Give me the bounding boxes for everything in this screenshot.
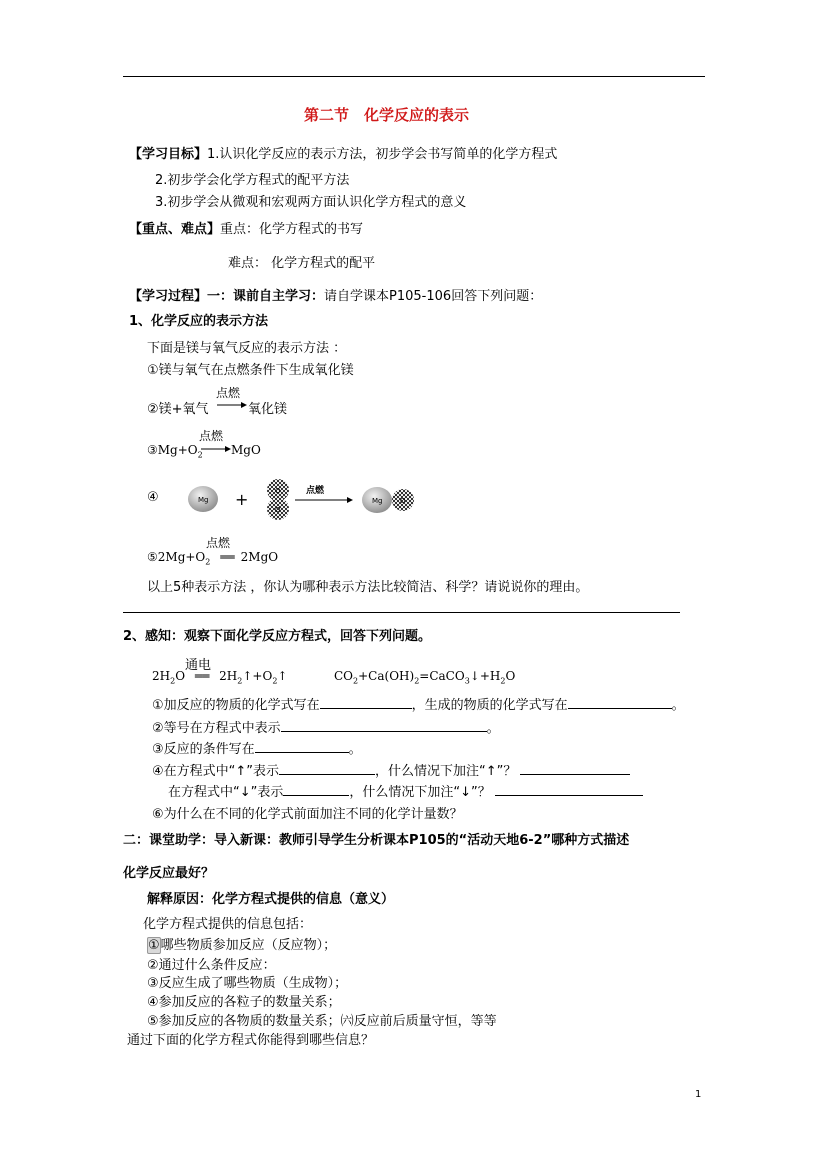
page-number: 1: [695, 1089, 702, 1100]
section-1-question: 以上5种表示方法 ，你认为哪种表示方法比较简洁、科学？请说说你的理由。: [147, 580, 589, 595]
equation-2: [334, 669, 515, 685]
method-2-right: 氧化镁: [248, 402, 288, 417]
eq1-product-h2-sub: 2: [237, 676, 243, 686]
method-3-num: ③: [147, 443, 158, 457]
process-text: 一：课前自主学习：: [207, 289, 325, 304]
section-3-line-2: 化学反应最好？: [123, 866, 215, 881]
eq2-water-sub: 2: [500, 676, 506, 686]
method-4-num: ④: [147, 490, 159, 505]
info-1: [147, 934, 336, 953]
method-5-subscript: 2: [205, 557, 211, 567]
eq2-co2: CO: [334, 669, 354, 683]
equation-1-condition: 通电: [185, 658, 212, 673]
info-2: ②通过什么条件反应：: [147, 958, 276, 973]
blank-1b[interactable]: [568, 696, 672, 709]
method-5: [147, 550, 278, 566]
question-2-part-b: 。: [486, 721, 500, 736]
svg-text:O: O: [400, 497, 406, 505]
question-1-part-c: 。: [671, 698, 685, 713]
difficulty-text: 难点： 化学方程式的配平: [228, 256, 376, 271]
svg-text:Mg: Mg: [372, 497, 383, 505]
page-title: 第二节 化学反应的表示: [304, 106, 470, 124]
method-3-subscript: 2: [197, 450, 203, 460]
question-4: [152, 760, 630, 779]
method-3-left: [147, 443, 203, 459]
info-intro: 化学方程式提供的信息包括：: [143, 917, 313, 932]
question-3-part-a: ③反应的条件写在: [152, 742, 255, 757]
blank-4b[interactable]: [520, 762, 630, 775]
method-5-reactants: 2Mg+O: [157, 550, 206, 564]
blank-2[interactable]: [281, 719, 487, 732]
method-5-equals: ══: [220, 550, 235, 564]
section-3-line-1: 二：课堂助学：导入新课：教师引导学生分析课本P105的“活动天地6-2”哪种方式描述: [123, 833, 630, 848]
eq1-product-o2: +O: [252, 669, 273, 683]
question-1-part-a: ①加反应的物质的化学式写在: [152, 698, 320, 713]
question-4-part-b: ，什么情况下加注“↑”？: [375, 764, 517, 779]
question-2-part-a: ②等号在方程式中表示: [152, 721, 281, 736]
question-1: [152, 694, 685, 713]
method-3-condition: 点燃: [199, 429, 224, 443]
method-1: ①镁与氧气在点燃条件下生成氧化镁: [147, 363, 354, 378]
method-2-condition: 点燃: [216, 386, 241, 400]
info-1-text: 哪些物质参加反应（反应物）；: [160, 938, 337, 953]
eq1-reactant-sub: 2: [170, 676, 176, 686]
precipitate-arrow-icon: ↓: [469, 669, 480, 683]
oxygen-molecule: [267, 479, 289, 520]
section-1-heading: 1、化学反应的表示方法: [129, 314, 269, 329]
question-3-part-b: 。: [348, 742, 362, 757]
svg-text:O: O: [275, 506, 281, 514]
goal-2: 2.初步学会化学方程式的配平方法: [155, 173, 350, 188]
method-5-num: ⑤: [147, 550, 158, 564]
question-4-part-a: ④在方程式中“↑”表示: [152, 764, 280, 779]
key-label: 【重点、难点】: [129, 222, 221, 237]
method-5-product: 2MgO: [240, 550, 279, 564]
eq1-product-o2-sub: 2: [272, 676, 278, 686]
question-5: [168, 781, 643, 800]
eq1-reactant: 2H: [152, 669, 171, 683]
info-3: ③反应生成了哪些物质（生成物）；: [147, 976, 348, 991]
eq2-water-tail: O: [505, 669, 516, 683]
plus-sign: +: [235, 490, 249, 509]
question-5-part-a: 在方程式中“↓”表示: [168, 785, 284, 800]
blank-4a[interactable]: [279, 762, 375, 775]
key-text: 重点：化学方程式的书写: [220, 222, 364, 237]
diagram-condition: 点燃: [306, 486, 325, 496]
process-line: [129, 285, 542, 304]
method-3-reactants: Mg+O: [157, 443, 198, 457]
goal-3: 3.初步学会从微观和宏观两方面认识化学方程式的意义: [155, 195, 467, 210]
eq2-caco3: =CaCO: [419, 669, 465, 683]
method-3-right: MgO: [231, 443, 261, 457]
method-2-arrow: [217, 400, 247, 410]
eq2-co2-sub: 2: [353, 676, 359, 686]
eq2-caco3-sub: 3: [464, 676, 470, 686]
goal-1: 1.认识化学反应的表示方法，初步学会书写简单的化学方程式: [207, 147, 558, 162]
method-3-arrow: [201, 444, 231, 454]
eq1-reactant-tail: O: [175, 669, 186, 683]
method-5-condition: 点燃: [206, 536, 231, 550]
question-1-part-b: ，生成的物质的化学式写在: [411, 698, 568, 713]
question-6: ⑥为什么在不同的化学式前面加注不同的化学计量数？: [152, 807, 463, 822]
eq2-caoh2: +Ca(OH): [358, 669, 415, 683]
blank-5b[interactable]: [495, 783, 643, 796]
section-1-intro: 下面是镁与氧气反应的表示方法 ：: [147, 341, 347, 356]
process-tail: 请自学课本P105-106回答下列问题：: [324, 289, 543, 304]
eq2-water: +H: [479, 669, 501, 683]
blank-3[interactable]: [255, 740, 349, 753]
process-label: 【学习过程】: [129, 289, 208, 304]
header-rule: [123, 76, 705, 77]
question-5-part-b: ，什么情况下加注“↓”？: [349, 785, 491, 800]
closing-question: 通过下面的化学方程式你能得到哪些信息？: [127, 1033, 375, 1048]
gas-arrow-icon: ↑: [277, 669, 288, 683]
question-3: [152, 738, 362, 757]
blank-1a[interactable]: [320, 696, 412, 709]
goals-label: 【学习目标】: [129, 147, 208, 162]
goals-line: [129, 143, 557, 162]
key-line: [129, 218, 363, 237]
section-2-heading: 2、感知：观察下面化学反应方程式，回答下列问题。: [123, 629, 432, 644]
eq1-product-h2: 2H: [219, 669, 238, 683]
equation-1: [152, 669, 287, 685]
info-4: ④参加反应的各粒子的数量关系；: [147, 995, 341, 1010]
gas-arrow-icon: ↑: [242, 669, 253, 683]
blank-5a[interactable]: [283, 783, 349, 796]
info-1-num: ①: [148, 938, 160, 953]
info-5: ⑤参加反应的各物质的数量关系；㈥反应前后质量守恒，等等: [147, 1014, 497, 1029]
particle-diagram: [183, 478, 423, 522]
question-2: [152, 717, 500, 736]
method-2-left: ②镁+氧气: [147, 402, 209, 417]
eq2-caoh2-sub: 2: [414, 676, 420, 686]
eq1-equals: ══: [194, 669, 210, 683]
svg-text:O: O: [275, 487, 281, 495]
answer-line: [123, 612, 680, 613]
svg-text:Mg: Mg: [198, 496, 209, 504]
explain-heading: 解释原因：化学方程式提供的信息（意义）: [147, 892, 395, 907]
mgo-molecule: [362, 487, 414, 513]
mg-atom: [188, 486, 218, 512]
